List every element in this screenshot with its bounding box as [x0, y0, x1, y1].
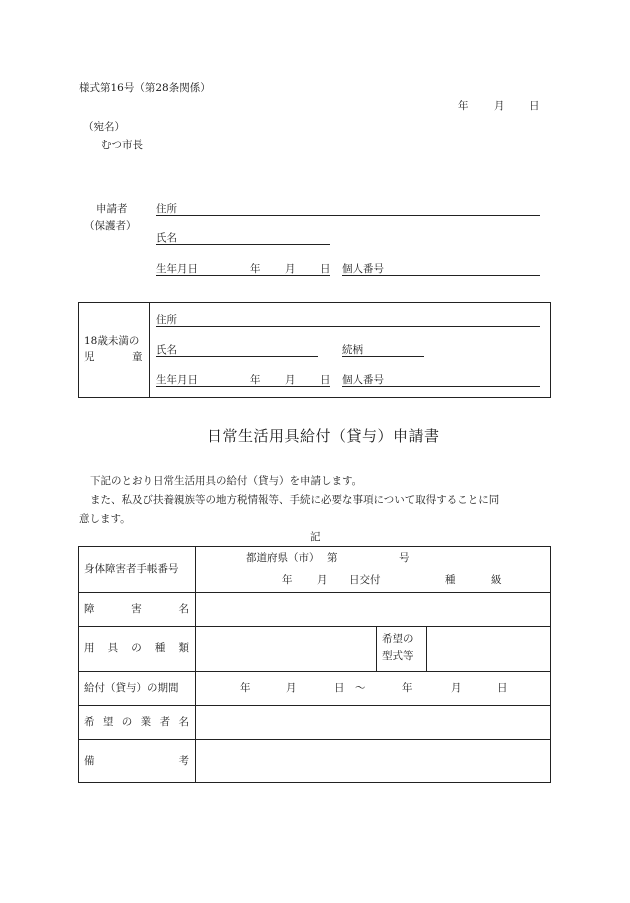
- period-from-day: 日: [334, 682, 345, 694]
- applicant-address-field[interactable]: [156, 215, 540, 216]
- child-relation-field[interactable]: [342, 356, 424, 357]
- applicant-birth-day: 日: [320, 263, 331, 275]
- child-birth-month: 月: [285, 374, 296, 386]
- label-char: 害: [131, 603, 142, 615]
- period-tilde: ～: [355, 682, 366, 694]
- applicant-birth-year: 年: [250, 263, 261, 275]
- child-address-label: 住所: [156, 314, 177, 326]
- equipment-type-field[interactable]: [196, 627, 375, 670]
- label-char: 類: [178, 642, 189, 654]
- gou-label: 号: [399, 552, 410, 564]
- disability-name-label: [84, 603, 189, 616]
- label-char: 考: [178, 755, 189, 767]
- child-name-field[interactable]: [156, 356, 318, 357]
- child-birth-field[interactable]: [156, 386, 330, 387]
- child-label: 18歳未満の: [84, 335, 140, 347]
- period-to-month: 月: [451, 682, 462, 694]
- vendor-name-field[interactable]: [196, 706, 550, 738]
- child-name-label: 氏名: [156, 344, 177, 356]
- label-char: の: [131, 642, 142, 654]
- child-birth-year: 年: [250, 374, 261, 386]
- equipment-type-label: [84, 642, 189, 655]
- grade-kind-label: 種: [445, 574, 456, 586]
- child-section-divider: [149, 302, 150, 398]
- prefecture-label: 都道府県（市）: [246, 552, 320, 564]
- period-from-year: 年: [240, 682, 251, 694]
- body-line-3: 意します。: [79, 513, 131, 525]
- label-char: 業: [140, 716, 152, 728]
- body-line-1: 下記のとおり日常生活用具の給付（貸与）を申請します。: [90, 475, 363, 487]
- desired-model-left-divider: [376, 626, 377, 671]
- desired-model-label-2: 型式等: [382, 650, 414, 662]
- date-year-label: 年: [458, 100, 469, 112]
- table-row-divider: [78, 671, 551, 672]
- child-birth-day: 日: [320, 374, 331, 386]
- applicant-personal-number-label: 個人番号: [342, 263, 384, 275]
- desired-model-field[interactable]: [427, 627, 550, 670]
- period-label: 給付（貸与）の期間: [84, 682, 179, 694]
- remarks-field[interactable]: [196, 740, 550, 782]
- child-birth-label: 生年月日: [156, 374, 198, 386]
- issue-year-label: 年: [282, 574, 293, 586]
- label-char: 具: [107, 642, 119, 654]
- child-personal-number-label: 個人番号: [342, 374, 384, 386]
- applicant-name-field[interactable]: [156, 244, 330, 245]
- child-label-ji: 児: [84, 351, 95, 363]
- desired-model-label: 希望の: [382, 633, 414, 645]
- date-month-label: 月: [494, 100, 505, 112]
- applicant-birth-field[interactable]: [156, 275, 330, 276]
- label-char: の: [121, 716, 133, 728]
- applicant-birth-label: 生年月日: [156, 263, 198, 275]
- guardian-label: （保護者）: [84, 220, 137, 232]
- applicant-personal-number-field[interactable]: [342, 275, 540, 276]
- dai-label: 第: [327, 552, 338, 564]
- applicant-name-label: 氏名: [156, 232, 177, 244]
- date-day-label: 日: [529, 100, 540, 112]
- child-label-dou: 童: [132, 351, 143, 363]
- child-relation-label: 続柄: [342, 344, 363, 356]
- label-char: 希: [84, 716, 95, 728]
- applicant-label: 申請者: [96, 203, 128, 215]
- label-char: 者: [159, 716, 171, 728]
- label-char: 備: [84, 755, 95, 767]
- remarks-label: [84, 755, 189, 768]
- addressee-label: （宛名）: [83, 121, 125, 133]
- document-title: 日常生活用具給付（貸与）申請書: [207, 427, 440, 445]
- issue-day-label: 日交付: [349, 574, 381, 586]
- issue-month-label: 月: [317, 574, 328, 586]
- form-number: 様式第16号（第28条関係）: [79, 82, 211, 94]
- child-personal-number-field[interactable]: [342, 386, 540, 387]
- label-char: 名: [178, 603, 189, 615]
- child-address-field[interactable]: [156, 326, 540, 327]
- grade-class-label: 級: [491, 574, 502, 586]
- addressee-name: むつ市長: [101, 139, 143, 151]
- label-char: 望: [102, 716, 114, 728]
- vendor-name-label: [84, 716, 189, 729]
- applicant-address-label: 住所: [156, 203, 177, 215]
- period-from-month: 月: [286, 682, 297, 694]
- handbook-number-label: 身体障害者手帳番号: [84, 563, 179, 575]
- disability-name-field[interactable]: [196, 593, 550, 625]
- label-char: 種: [154, 642, 166, 654]
- label-char: 用: [84, 642, 95, 654]
- period-to-day: 日: [497, 682, 508, 694]
- label-char: 障: [84, 603, 95, 615]
- body-line-2: また、私及び扶養親族等の地方税情報等、手続に必要な事項について取得することに同: [90, 494, 500, 506]
- label-char: 名: [178, 716, 189, 728]
- period-to-year: 年: [402, 682, 413, 694]
- ki-label: 記: [310, 531, 321, 543]
- applicant-birth-month: 月: [285, 263, 296, 275]
